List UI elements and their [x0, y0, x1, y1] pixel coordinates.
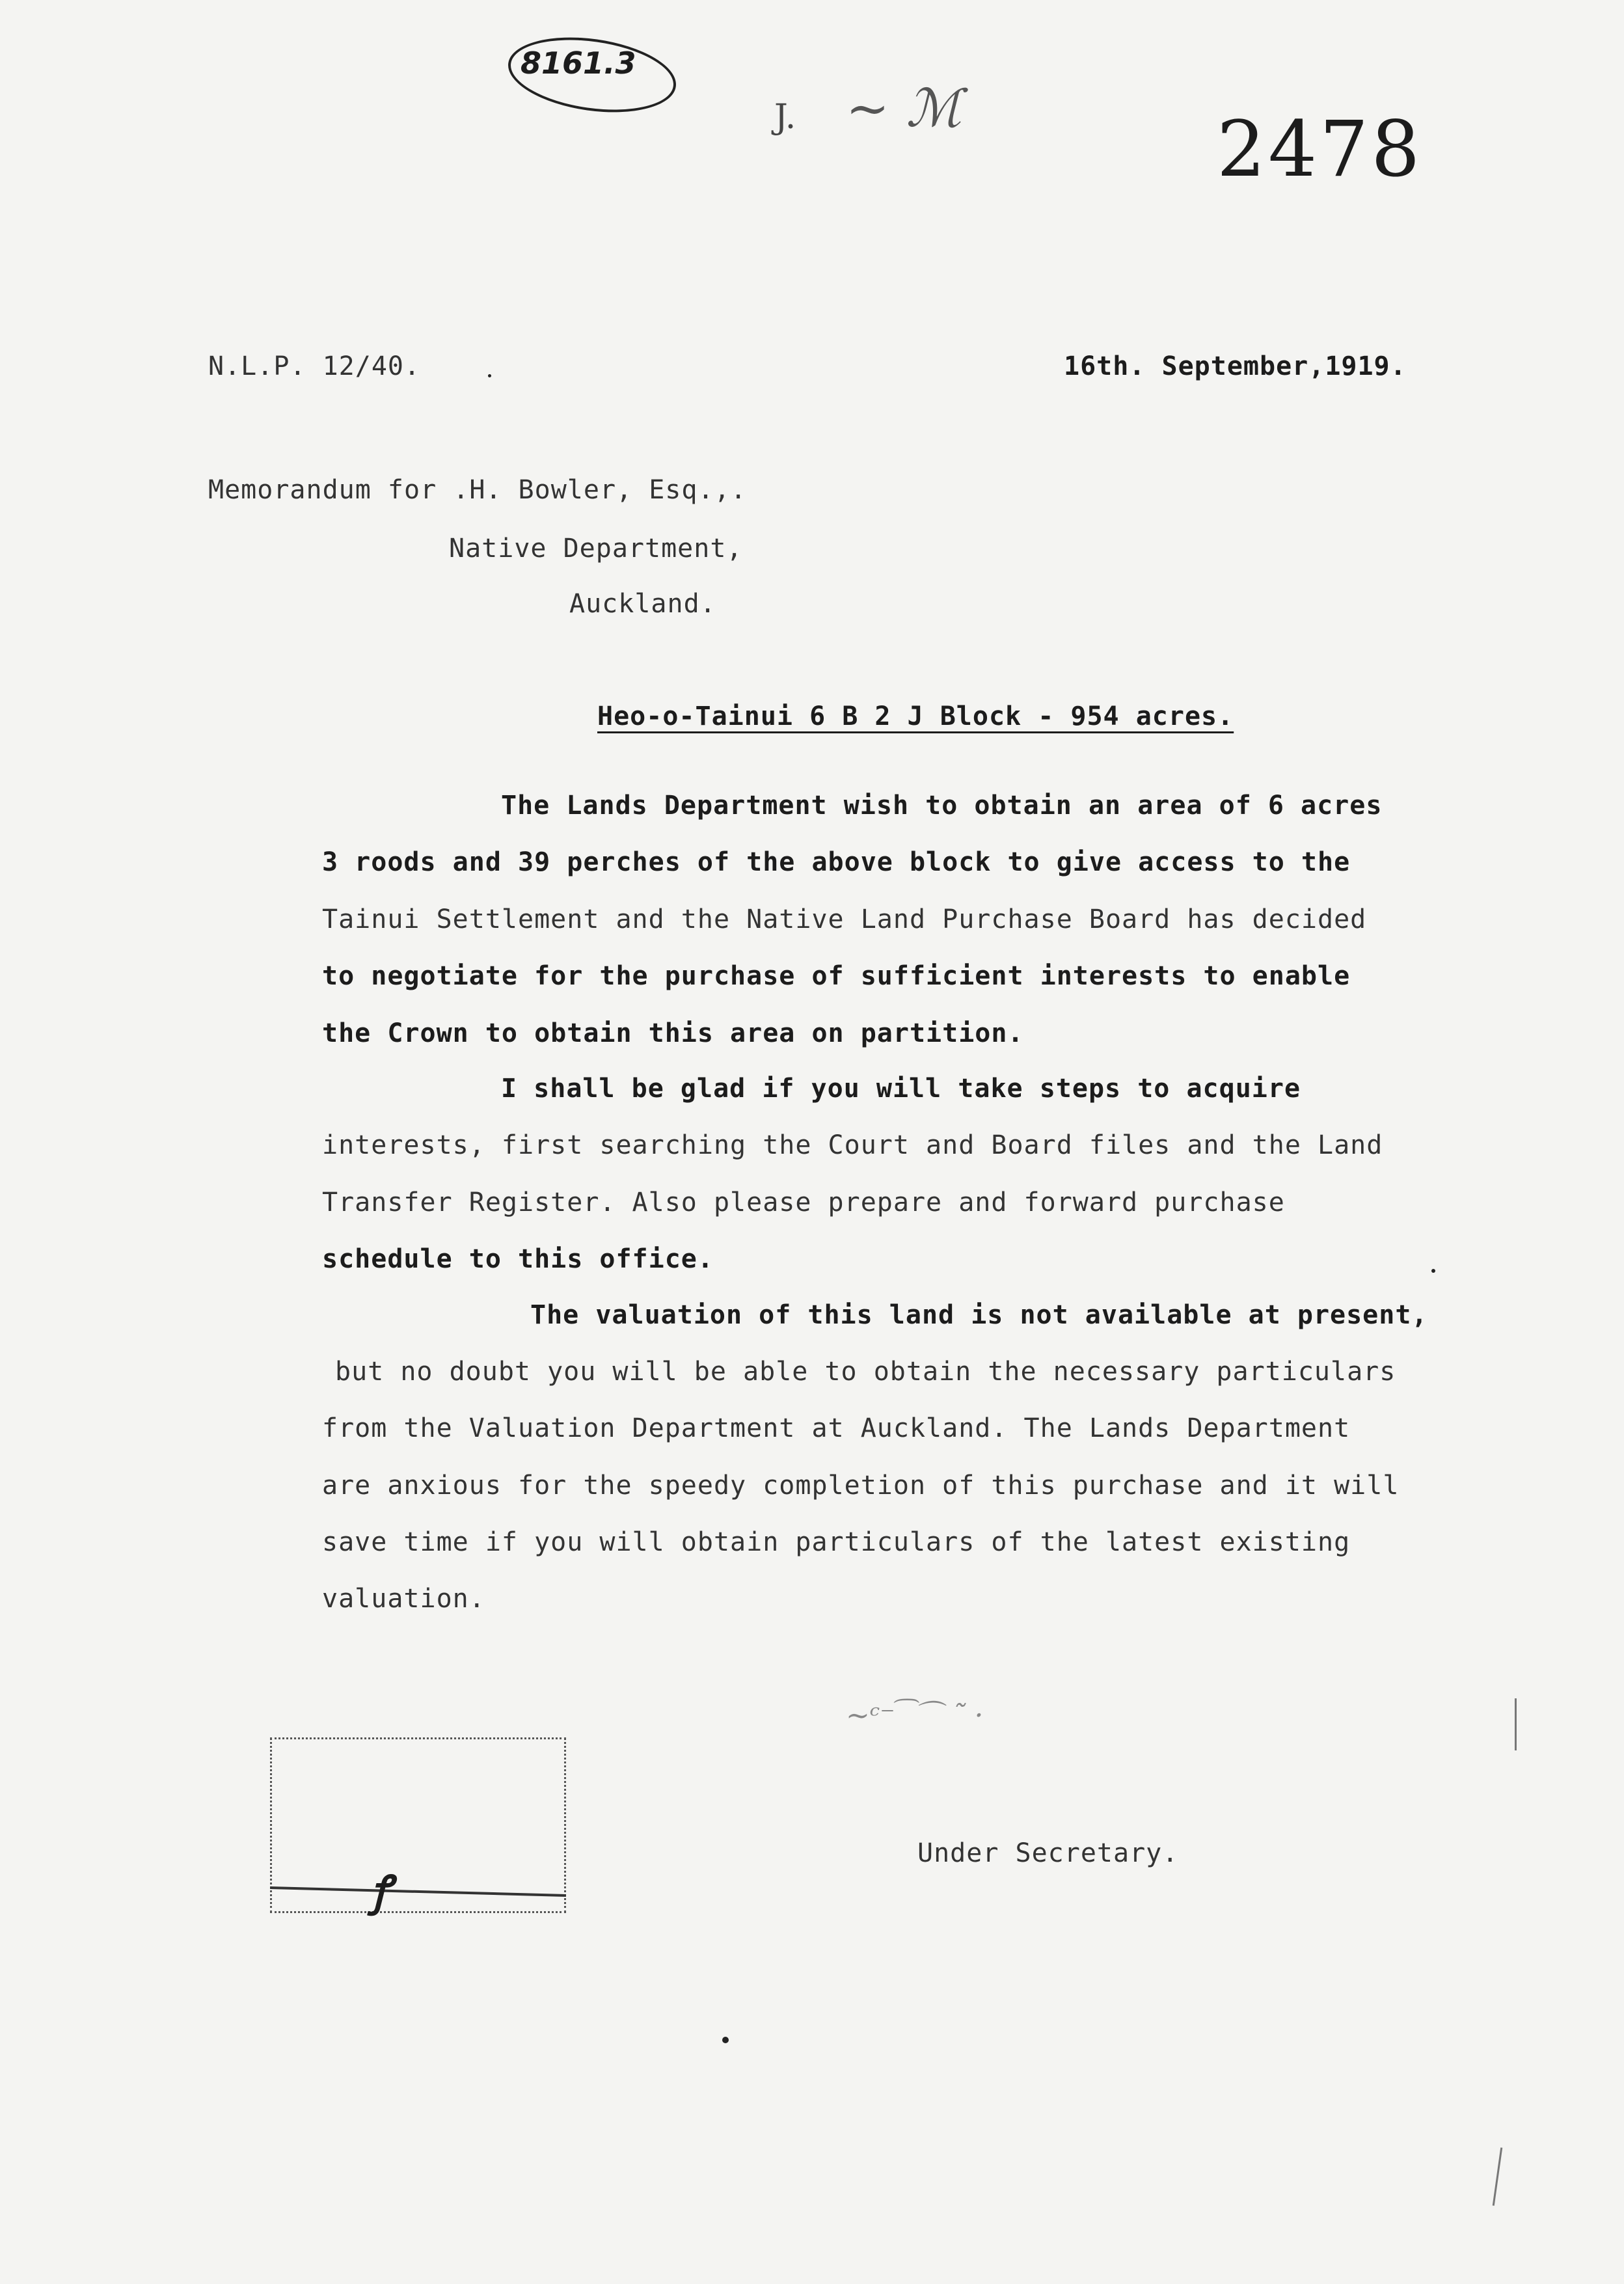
- body-line: interests, first searching the Court and Board files and the Land: [322, 1130, 1383, 1160]
- body-line: valuation.: [322, 1584, 485, 1614]
- ink-dot: [722, 2037, 729, 2043]
- body-line: The Lands Department wish to obtain an area of 6 acres: [501, 791, 1383, 821]
- addressee-line-1: Memorandum for .H. Bowler, Esq.,.: [208, 475, 747, 505]
- body-line: from the Valuation Department at Auckland. The Lands Department: [322, 1413, 1351, 1443]
- letter-date: 16th. September,1919.: [1064, 351, 1407, 381]
- body-line: but no doubt you will be able to obtain the necessary particulars: [335, 1357, 1396, 1387]
- subject-heading: Heo-o-Tainui 6 B 2 J Block - 954 acres.: [597, 701, 1234, 731]
- handwritten-initials: ꝭ: [371, 1867, 391, 1916]
- body-line: I shall be glad if you will take steps to acquire: [501, 1074, 1301, 1104]
- stamp-box: [270, 1737, 566, 1913]
- handwritten-scrawl: ~ ℳ: [846, 78, 962, 139]
- body-line: Transfer Register. Also please prepare and forward purchase: [322, 1188, 1285, 1217]
- body-line: schedule to this office.: [322, 1244, 714, 1274]
- faint-signature: ~ᶜ⁻ ͡ ⌒ ˜ ·: [846, 1699, 984, 1732]
- body-line: are anxious for the speedy completion of this purchase and it will: [322, 1471, 1400, 1501]
- body-line: the Crown to obtain this area on partition.: [322, 1018, 1024, 1048]
- body-line: save time if you will obtain particulars of the latest existing: [322, 1527, 1351, 1557]
- addressee-line-3: Auckland.: [569, 589, 716, 619]
- circled-reference: 8161.3: [521, 46, 636, 81]
- body-line: Tainui Settlement and the Native Land Purchase Board has decided: [322, 904, 1367, 934]
- page-number: 2478: [1217, 104, 1423, 194]
- addressee-line-2: Native Department,: [449, 534, 743, 564]
- edge-mark: [1515, 1698, 1517, 1750]
- edge-mark: [1493, 2147, 1502, 2206]
- body-line: 3 roods and 39 perches of the above block to give access to the: [322, 847, 1351, 877]
- header-mark: J.: [774, 98, 796, 137]
- body-line: to negotiate for the purchase of sufficient interests to enable: [322, 961, 1351, 991]
- body-line: The valuation of this land is not available at present,: [530, 1300, 1428, 1330]
- file-reference: N.L.P. 12/40.: [208, 351, 421, 381]
- signature-title: Under Secretary.: [917, 1838, 1179, 1868]
- ink-dot: [1431, 1269, 1435, 1273]
- ink-dot: [488, 374, 491, 377]
